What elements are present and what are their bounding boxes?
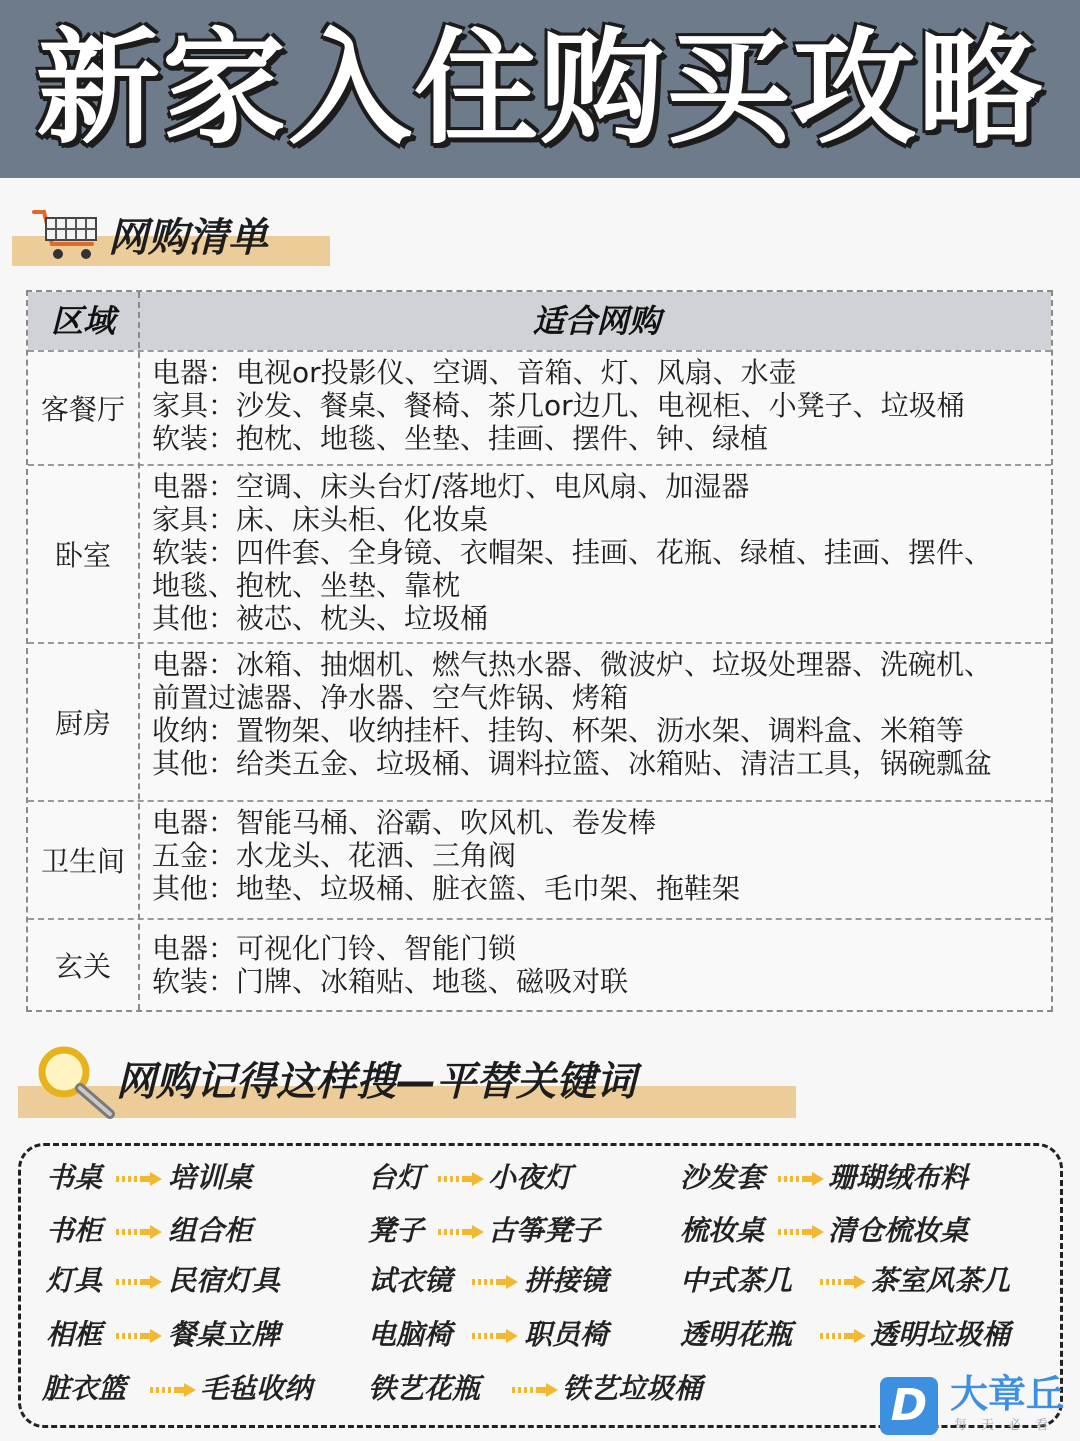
arrow-right-icon [150,1383,196,1397]
section-heading-shopping-list [12,210,332,266]
arrow-right-icon [778,1172,824,1186]
keyword-original: 相框 [46,1318,103,1351]
page-title: 新家入住购买攻略 [35,17,1044,161]
header-area: 区域 [50,302,115,340]
keyword-original: 书柜 [46,1214,103,1247]
row-line: 电器：冰箱、抽烟机、燃气热水器、微波炉、垃圾处理器、洗碗机、 [152,648,993,681]
keyword-original: 中式茶几 [680,1264,793,1297]
section-title: 网购清单 [108,215,268,261]
row-line: 电器：智能马桶、浴霸、吹风机、卷发棒 [152,806,657,839]
keyword-alternative: 毛毡收纳 [200,1372,313,1405]
arrow-right-icon [116,1172,162,1186]
keyword-original: 台灯 [368,1161,425,1194]
table-row [28,642,1051,800]
arrow-right-icon [778,1225,824,1239]
arrow-right-icon [116,1275,162,1289]
shopping-cart-icon [32,204,104,264]
arrow-right-icon [512,1383,558,1397]
keyword-original: 沙发套 [680,1161,765,1194]
keyword-alternative: 古筝凳子 [488,1214,601,1247]
watermark-name: 大章丘 [950,1372,1065,1416]
row-line: 前置过滤器、净水器、空气炸锅、烤箱 [152,681,629,714]
watermark-slogan: 每天必看 [954,1418,1063,1433]
keyword-original: 凳子 [368,1214,425,1247]
row-line: 地毯、抱枕、坐垫、靠枕 [152,569,461,602]
row-line: 软装：抱枕、地毯、坐垫、挂画、摆件、钟、绿植 [152,422,769,455]
arrow-right-icon [116,1329,162,1343]
watermark-logo-badge: D [880,1377,938,1435]
section-heading-keywords [18,1054,798,1110]
table-row [28,464,1051,642]
keyword-alternative: 清仓梳妆桌 [828,1214,969,1247]
keyword-original: 书桌 [46,1161,103,1194]
row-line: 软装：四件套、全身镜、衣帽架、挂画、花瓶、绿植、挂画、摆件、 [152,536,993,569]
keyword-alternative: 拼接镜 [524,1264,609,1297]
row-area: 厨房 [54,707,111,740]
table-row [28,800,1051,918]
row-line: 其他：地垫、垃圾桶、脏衣篮、毛巾架、拖鞋架 [152,872,741,905]
keyword-original: 透明花瓶 [680,1318,793,1351]
arrow-right-icon [472,1275,518,1289]
keyword-alternative: 组合柜 [168,1214,253,1247]
keyword-alternative: 培训桌 [168,1161,253,1194]
row-line: 电器：可视化门铃、智能门锁 [152,932,517,965]
header-content: 适合网购 [532,302,661,340]
keyword-alternative: 职员椅 [524,1318,609,1351]
keyword-alternative: 透明垃圾桶 [870,1318,1011,1351]
row-area: 玄关 [54,950,111,983]
row-line: 电器：空调、床头台灯/落地灯、电风扇、加湿器 [152,470,750,503]
shopping-list-table [26,290,1053,1012]
magnifier-icon [32,1042,122,1122]
row-area: 卧室 [54,539,111,572]
keyword-alternative: 餐桌立牌 [168,1318,281,1351]
table-row [28,918,1051,1010]
keyword-original: 梳妆桌 [680,1214,765,1247]
row-line: 其他：给类五金、垃圾桶、调料拉篮、冰箱贴、清洁工具，锅碗瓢盆 [152,747,993,780]
row-line: 收纳：置物架、收纳挂杆、挂钩、杯架、沥水架、调料盒、米箱等 [152,714,965,747]
keyword-original: 电脑椅 [368,1318,453,1351]
arrow-right-icon [820,1329,866,1343]
row-line: 家具：沙发、餐桌、餐椅、茶几or边几、电视柜、小凳子、垃圾桶 [152,389,965,422]
keyword-original: 试衣镜 [368,1264,453,1297]
arrow-right-icon [116,1225,162,1239]
row-line: 家具：床、床头柜、化妆桌 [152,503,489,536]
table-header [28,292,1051,350]
keyword-alternative: 民宿灯具 [168,1264,281,1297]
arrow-right-icon [438,1172,484,1186]
row-line: 电器：电视or投影仪、空调、音箱、灯、风扇、水壶 [152,356,797,389]
row-area: 卫生间 [40,845,125,878]
row-area: 客餐厅 [40,393,125,426]
keyword-original: 脏衣篮 [42,1372,127,1405]
arrow-right-icon [438,1225,484,1239]
keyword-original: 灯具 [46,1264,103,1297]
keyword-alternative: 茶室风茶几 [870,1264,1011,1297]
keyword-alternative: 小夜灯 [488,1161,573,1194]
arrow-right-icon [820,1275,866,1289]
arrow-right-icon [472,1329,518,1343]
row-line: 五金：水龙头、花洒、三角阀 [152,839,517,872]
keyword-alternative: 铁艺垃圾桶 [562,1372,703,1405]
title-banner [0,0,1080,178]
section-title: 网购记得这样搜—平替关键词 [116,1059,636,1105]
keyword-original: 铁艺花瓶 [368,1372,481,1405]
table-row [28,350,1051,464]
row-line: 其他：被芯、枕头、垃圾桶 [152,602,489,635]
keyword-alternative: 珊瑚绒布料 [828,1161,969,1194]
column-divider [138,292,140,1010]
row-line: 软装：门牌、冰箱贴、地毯、磁吸对联 [152,965,629,998]
